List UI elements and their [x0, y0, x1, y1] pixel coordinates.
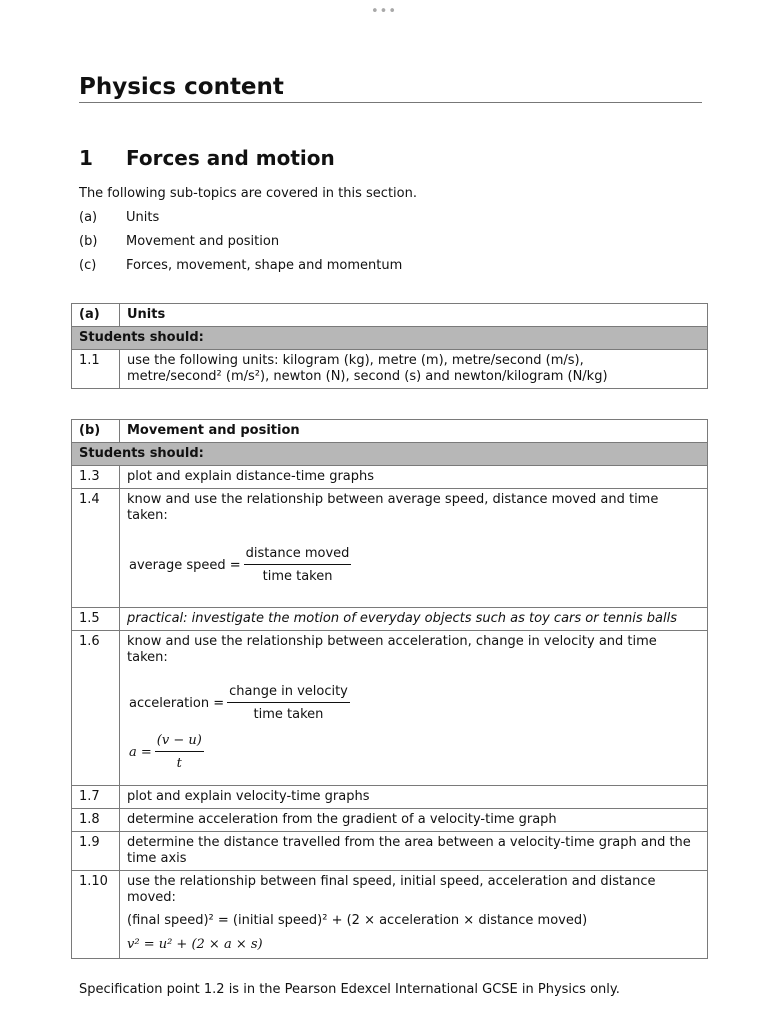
speed-formula — [129, 546, 700, 585]
spec-point-text: use the relationship between final speed, initial speed, acceleration and distance moved: — [127, 874, 656, 905]
section-heading — [79, 146, 335, 170]
formula-numerator: distance moved — [244, 546, 352, 565]
formula-numerator: change in velocity — [227, 684, 350, 703]
spec-point-text: plot and explain distance-time graphs — [120, 466, 708, 489]
students-should-label: Students should: — [72, 327, 708, 350]
spec-point-text — [120, 350, 708, 389]
spec-point-text: determine acceleration from the gradient of a velocity-time graph — [120, 809, 708, 832]
subtopic-item — [79, 210, 402, 234]
subtopic-item — [79, 258, 402, 282]
table-title: Movement and position — [120, 420, 708, 443]
speed-equation-words: (final speed)² = (initial speed)² + (2 × acceleration × distance moved) — [127, 913, 588, 928]
table-row — [72, 608, 708, 631]
spec-point-cell — [120, 489, 708, 608]
spec-point-number: 1.1 — [72, 350, 120, 389]
students-should-row — [72, 443, 708, 466]
formula-fraction — [244, 546, 352, 585]
footer-note: Specification point 1.2 is in the Pearson Edexcel International GCSE in Physics only. — [79, 982, 620, 997]
spec-point-line: metre/second² (m/s²), newton (N), second (s) and newton/kilogram (N/kg) — [127, 369, 608, 384]
spec-point-number: 1.9 — [72, 832, 120, 871]
formula-denominator: t — [176, 756, 182, 771]
table-title: Units — [120, 304, 708, 327]
subtopic-letter: (b) — [79, 234, 98, 249]
subtopic-label: Movement and position — [126, 234, 280, 249]
table-row — [72, 832, 708, 871]
formula-lhs: average speed = — [129, 557, 241, 573]
spec-point-line: use the following units: kilogram (kg), metre (m), metre/second (m/s), — [127, 353, 584, 368]
students-should-row — [72, 327, 708, 350]
subtopic-item — [79, 234, 402, 258]
subtopic-letter: (a) — [79, 210, 98, 225]
subtopic-list — [79, 210, 402, 282]
table-row — [72, 631, 708, 786]
spec-point-cell — [120, 631, 708, 786]
page-menu-dots[interactable]: ••• — [370, 4, 397, 19]
formula-fraction — [227, 684, 350, 723]
table-header-row — [72, 304, 708, 327]
spec-point-text: know and use the relationship between average speed, distance moved and time taken: — [127, 492, 659, 523]
table-row — [72, 489, 708, 608]
formula-lhs: acceleration = — [129, 695, 225, 711]
spec-point-number: 1.6 — [72, 631, 120, 786]
speed-equation-symbols: v² = u² + (2 × a × s) — [127, 937, 263, 952]
spec-point-text: know and use the relationship between acceleration, change in velocity and time taken: — [127, 634, 657, 665]
subtopic-label: Units — [126, 210, 160, 225]
spec-point-number: 1.8 — [72, 809, 120, 832]
students-should-label: Students should: — [72, 443, 708, 466]
units-table — [71, 303, 708, 389]
table-row — [72, 871, 708, 959]
spec-point-text: practical: investigate the motion of everyday objects such as toy cars or tennis balls — [120, 608, 708, 631]
movement-table — [71, 419, 708, 959]
formula-fraction — [155, 733, 204, 772]
table-letter: (a) — [72, 304, 120, 327]
section-title: Forces and motion — [126, 146, 335, 170]
formula-denominator: time taken — [253, 707, 324, 722]
formula-numerator: (v − u) — [155, 733, 204, 752]
page-title: Physics content — [79, 74, 702, 103]
table-row — [72, 350, 708, 389]
spec-point-number: 1.3 — [72, 466, 120, 489]
spec-point-cell — [120, 871, 708, 959]
table-row — [72, 786, 708, 809]
subtopic-label: Forces, movement, shape and momentum — [126, 258, 403, 273]
spec-point-number: 1.4 — [72, 489, 120, 608]
formula-lhs: a = — [129, 744, 152, 760]
formula-denominator: time taken — [262, 569, 333, 584]
spec-point-number: 1.5 — [72, 608, 120, 631]
acceleration-word-formula — [129, 684, 700, 723]
table-row — [72, 809, 708, 832]
spec-point-number: 1.7 — [72, 786, 120, 809]
intro-text: The following sub-topics are covered in this section. — [79, 186, 417, 201]
section-number: 1 — [79, 146, 93, 170]
spec-point-number: 1.10 — [72, 871, 120, 959]
table-header-row — [72, 420, 708, 443]
table-letter: (b) — [72, 420, 120, 443]
spec-point-text: determine the distance travelled from the area between a velocity-time graph and the time axis — [120, 832, 708, 871]
subtopic-letter: (c) — [79, 258, 97, 273]
spec-point-text: plot and explain velocity-time graphs — [120, 786, 708, 809]
table-row — [72, 466, 708, 489]
acceleration-symbol-formula — [129, 733, 700, 772]
